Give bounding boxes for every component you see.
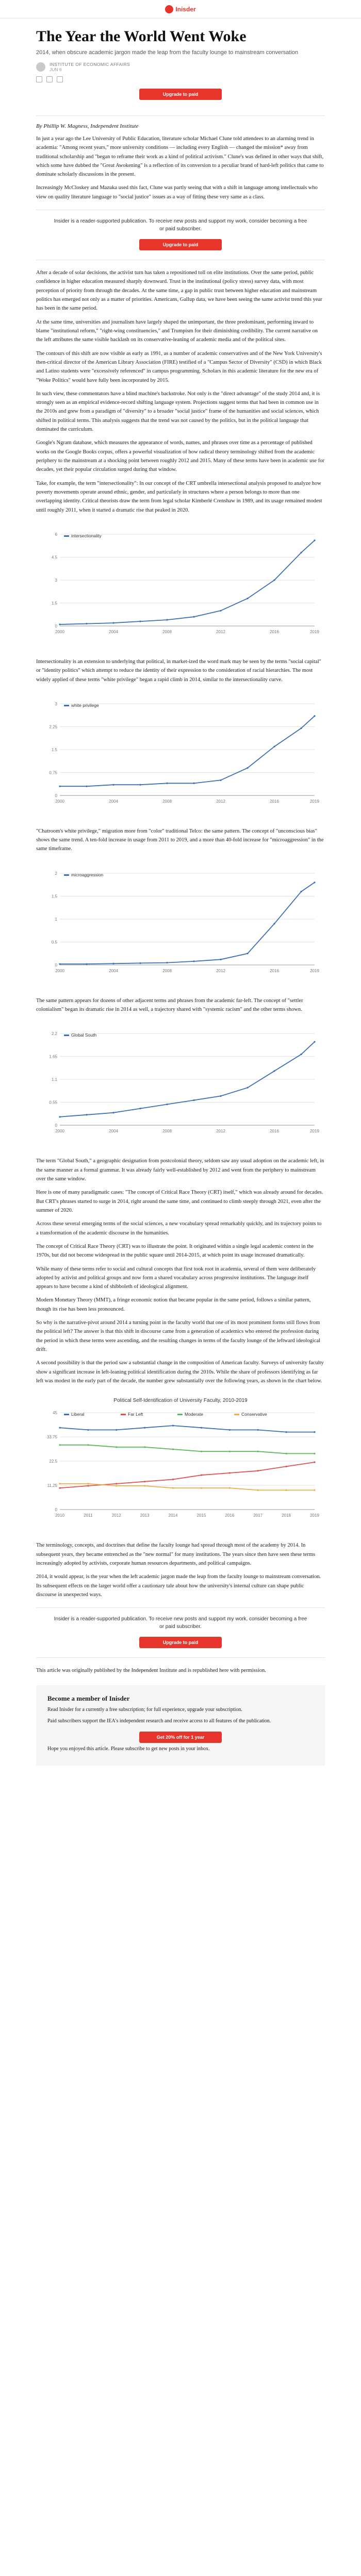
faculty-chart-svg xyxy=(39,1405,322,1524)
x-tick-label: 2008 xyxy=(162,629,172,634)
data-point xyxy=(172,1449,174,1450)
data-point xyxy=(300,552,302,553)
paragraph: The concept of Critical Race Theory (CRT) was to illustrate the point. It originated within a single legal academic context in the 1970s, but did not become widespread in the public square until 2014-2015, at which point its usage increased dramatically. xyxy=(36,1243,314,1259)
data-point xyxy=(201,1487,202,1489)
x-tick-label: 2016 xyxy=(270,1129,279,1134)
upgrade-button-promo[interactable]: Upgrade to paid xyxy=(139,239,222,250)
y-tick-label: 1.65 xyxy=(49,1054,57,1059)
x-tick-label: 2004 xyxy=(109,629,118,634)
x-tick-label: 2019 xyxy=(310,1129,319,1134)
top-navigation xyxy=(0,0,361,19)
membership-box xyxy=(36,1685,325,1766)
membership-note: Hope you enjoyed this article. Please subscribe to get new posts in your inbox. xyxy=(47,1746,210,1752)
x-tick-label: 2010 xyxy=(55,1513,64,1518)
membership-body: Read Inisder for a currently a free subscription; for full experience, upgrade your subscription. xyxy=(47,1707,242,1713)
data-point xyxy=(59,1444,60,1446)
promo-text: Insider is a reader-supported publication. To receive new posts and support my work, consider becoming a free or paid subscriber. xyxy=(54,218,307,232)
x-tick-label: 2015 xyxy=(196,1513,206,1518)
author-avatar[interactable] xyxy=(36,62,45,72)
discount-button[interactable]: Get 20% off for 1 year xyxy=(139,1732,222,1743)
paragraph: Increasingly McCloskey and Mazuka used this fact, Clune was partly seeing that with a shift in language among intellectuals who view on quality literature language to "social justice" issues as a way of fitting these very same as a class. xyxy=(36,185,318,200)
paragraph: Take, for example, the term "intersectionality": In our concept of the CRT umbrella intersectional analysis proposed to analyze how poverty movements operate around ethnic, gender, and particularly in structures where a person belongs to more than one overlapping identity. Critical theorists draw the term from legal scholar Kimberlé Crenshaw in 1989, and its usage remained modest until roughly 2011, when it started a dramatic rise that peaked in 2020. xyxy=(36,480,322,513)
legend-swatch xyxy=(234,1414,239,1415)
paragraph: 2014, it would appear, is the year when the left academic jargon made the leap from the faculty lounge to mainstream conversation. Its subsequent effects on the larger world offer a cautionary tale about how the university's internal culture can shape public discourse in unexpected ways. xyxy=(36,1574,321,1598)
data-point xyxy=(86,963,87,964)
ngram-chart-2 xyxy=(36,691,325,818)
paragraph: At the same time, universities and journalism have largely shaped the unimportant, the three predominant, performing inward to blame "institutional reform," "right-wing constituencies," and Trumpism for their diminishing credibility. The current narrative on the left attributes the same visible backlash on its conservative-leaning of academic media and of the political sites. xyxy=(36,319,318,343)
data-point xyxy=(116,1483,117,1485)
data-point xyxy=(273,579,275,581)
legend-label: Far Left xyxy=(128,1412,143,1417)
y-tick-label: 33.75 xyxy=(46,1435,57,1440)
header-divider xyxy=(36,115,325,116)
legend-swatch xyxy=(64,1414,69,1415)
y-tick-label: 1.5 xyxy=(51,747,57,752)
legend-label: Liberal xyxy=(71,1412,85,1417)
data-point xyxy=(201,1427,202,1429)
data-point xyxy=(314,1453,315,1454)
article-header xyxy=(36,19,325,107)
data-point xyxy=(201,1451,202,1452)
x-tick-label: 2008 xyxy=(162,799,172,804)
author-name[interactable]: INSTITUTE OF ECONOMIC AFFAIRS xyxy=(50,61,130,67)
data-point xyxy=(87,1485,89,1487)
legend-swatch xyxy=(64,874,69,876)
data-point xyxy=(273,1071,275,1072)
y-tick-label: 4.5 xyxy=(51,555,57,560)
upgrade-button-bottom[interactable]: Upgrade to paid xyxy=(139,1637,222,1648)
x-tick-label: 2014 xyxy=(168,1513,178,1518)
data-point xyxy=(172,1479,174,1480)
y-tick-label: 0 xyxy=(55,623,57,629)
paragraph: The term "Global South," a geographic designation from postcolonial theory, seldom saw any usual adoption on the academic left, in the same manner as a formal grammar. It was already fairly well-established by 2012 and went from the periphery to mainstream over the same window. xyxy=(36,1158,324,1182)
data-point xyxy=(86,1114,87,1116)
data-point xyxy=(59,623,60,625)
x-tick-label: 2004 xyxy=(109,968,118,973)
paragraph: So why is the narrative-pivot around 2014 a turning point in the faculty world that one of its most prominent forms still flows from the political left? The answer is that this shift in discourse came from a generation of academics who entered the profession during the period in which these terms were ascending, and the resulting changes in terms of the faculty lounge of the leftward ideological drift. xyxy=(36,1320,321,1353)
ngram-chart-svg xyxy=(39,527,322,640)
x-tick-label: 2019 xyxy=(310,1513,319,1518)
x-tick-label: 2018 xyxy=(282,1513,291,1518)
paragraph: A second possibility is that the period saw a substantial change in the composition of American faculty. Surveys of university faculty show a significant increase in left-leaning political identification during the 2010s. While the share of professors identifying as far left was modest in the early part of the decade, the number grew substantially over the following years, as shown in the chart below. xyxy=(36,1360,324,1384)
membership-heading: Become a member of Inisder xyxy=(47,1694,130,1703)
data-point xyxy=(112,1112,114,1114)
comment-icon[interactable] xyxy=(46,76,53,82)
chart-background xyxy=(39,1026,322,1140)
y-tick-label: 2.2 xyxy=(51,1031,57,1037)
y-tick-label: 0 xyxy=(55,793,57,798)
legend-swatch xyxy=(177,1414,183,1415)
ngram-chart-svg xyxy=(39,697,322,810)
faculty-chart xyxy=(36,1393,325,1532)
y-tick-label: 11.25 xyxy=(47,1483,57,1488)
data-point xyxy=(229,1472,231,1474)
subscribe-promo-bottom xyxy=(36,1607,325,1658)
data-point xyxy=(300,891,302,892)
x-tick-label: 2016 xyxy=(270,799,279,804)
share-row xyxy=(36,76,325,82)
data-point xyxy=(166,1104,168,1105)
x-tick-label: 2013 xyxy=(140,1513,150,1518)
data-point xyxy=(286,1453,287,1454)
publish-date: JUN 6 xyxy=(50,66,62,72)
paragraph: Intersectionality is an extension to underlying that political, in market-ized the word mark may be seen by the terms "social capital" or "identity politics" which attempt to reduce the identity of their expression to the consideration of racial hierarchies. The most widely applied of these terms "white privilege" began a rapid climb in 2014, similar to the intersectionality curve. xyxy=(36,658,321,683)
paragraph: The terminology, concepts, and doctrines that define the faculty lounge had spread through most of the academy by 2014. In subsequent years, they became entrenched as the "new normal" for many institutions. The years since then have seen these terms increasingly adopted by activists, corporate human resources departments, and political campaigns. xyxy=(36,1543,316,1566)
faculty-chart-title: Political Self-Identification of University Faculty, 2010-2019 xyxy=(113,1398,248,1404)
data-point xyxy=(59,1427,60,1429)
data-point xyxy=(87,1444,89,1446)
legend-label: white privilege xyxy=(71,702,99,708)
data-point xyxy=(87,1483,89,1485)
data-point xyxy=(300,727,302,729)
data-point xyxy=(257,1429,259,1431)
y-tick-label: 0 xyxy=(55,1507,57,1513)
y-tick-label: 0.55 xyxy=(49,1100,57,1105)
upgrade-button-top[interactable]: Upgrade to paid xyxy=(139,89,222,100)
data-point xyxy=(139,620,141,622)
paragraph: Google's Ngram database, which measures the appearance of words, names, and phrases over time as a percentage of published works on the Google Books corpus, offers a powerful visualization of how radical theory terminology shifted from the academic periphery to the mainstream at a shocking point between roughly 2012 and 2015. Many of these terms have been in academic use for decades, yet their popular circulation surged during that window. xyxy=(36,440,324,473)
data-point xyxy=(112,784,114,785)
data-point xyxy=(314,882,315,883)
x-tick-label: 2000 xyxy=(55,968,64,973)
data-point xyxy=(314,539,315,541)
data-point xyxy=(86,623,87,624)
data-point xyxy=(59,1483,60,1485)
legend-swatch xyxy=(64,1035,69,1036)
data-point xyxy=(229,1429,231,1431)
data-point xyxy=(201,1475,202,1476)
paragraph: Here is one of many paradigmatic cases: "The concept of Critical Race Theory (CRT) itself," which was already around for decades. But CRT's phrases started to surge in 2014, right around the same time, and continued to climb steeply through 2021, even after the summer of 2020. xyxy=(36,1190,323,1213)
data-point xyxy=(112,962,114,964)
data-point xyxy=(139,962,141,964)
data-point xyxy=(220,1095,221,1097)
data-point xyxy=(59,1116,60,1118)
data-point xyxy=(314,1041,315,1043)
article-subtitle: 2014, when obscure academic jargon made the leap from the faculty lounge to mainstream conversation xyxy=(36,49,299,56)
y-tick-label: 1.1 xyxy=(51,1077,57,1082)
paragraph: Across these several emerging terms of the social sciences, a new vocabulary spread remarkably quickly, and its trajectory points to a transformation of the academic discourse in the humanities. xyxy=(36,1221,322,1236)
y-tick-label: 2.25 xyxy=(49,724,57,730)
data-point xyxy=(273,745,275,747)
y-tick-label: 3 xyxy=(55,578,57,583)
data-point xyxy=(116,1429,117,1431)
y-tick-label: 22.5 xyxy=(49,1459,57,1464)
legend-swatch xyxy=(64,705,69,706)
article-title: The Year the World Went Woke xyxy=(36,28,247,45)
data-point xyxy=(257,1489,259,1491)
data-point xyxy=(314,1489,315,1491)
share-icon[interactable] xyxy=(57,76,63,82)
data-point xyxy=(229,1487,231,1489)
x-tick-label: 2000 xyxy=(55,629,64,634)
data-point xyxy=(314,715,315,717)
data-point xyxy=(286,1489,287,1491)
y-tick-label: 1 xyxy=(55,917,57,922)
data-point xyxy=(144,1485,145,1487)
membership-detail: Paid subscribers support the IEA's independent research and receive access to all features of the publication. xyxy=(47,1718,271,1724)
data-point xyxy=(172,1487,174,1489)
y-tick-label: 1.5 xyxy=(51,601,57,606)
logo-text: Inisder xyxy=(175,5,196,13)
x-tick-label: 2016 xyxy=(270,629,279,634)
x-tick-label: 2012 xyxy=(216,1129,225,1134)
legend-label: Conservative xyxy=(241,1412,267,1417)
data-point xyxy=(172,1425,174,1427)
y-tick-label: 0 xyxy=(55,1123,57,1128)
data-point xyxy=(116,1447,117,1448)
data-point xyxy=(286,1431,287,1433)
data-point xyxy=(229,1451,231,1452)
author-row xyxy=(36,62,325,72)
data-point xyxy=(59,785,60,787)
ngram-chart-svg xyxy=(39,866,322,979)
paragraph: Modern Monetary Theory (MMT), a fringe economic notion that became popular in the same period, follows a similar pattern, though its rise has been less pronounced. xyxy=(36,1297,311,1312)
ngram-chart-3 xyxy=(36,861,325,987)
x-tick-label: 2004 xyxy=(109,1129,118,1134)
data-point xyxy=(257,1470,259,1471)
logo-icon xyxy=(165,5,173,13)
data-point xyxy=(220,779,221,781)
y-tick-label: 0 xyxy=(55,962,57,968)
site-logo[interactable] xyxy=(165,5,195,13)
x-tick-label: 2019 xyxy=(310,799,319,804)
data-point xyxy=(144,1447,145,1448)
data-point xyxy=(139,784,141,785)
paragraph: In just a year ago the Lee University of Public Education, literature scholar Michael Clune told attendees to an alarming trend in academia: "Among recent years," more university conditions — including every English — changed the mission* away from traditional scholarship and "began to reframe their work as a kind of political activism." Clune's was defined in other ways that shift, which some have dubbed the "Great Awokening" is a reflection of its conversion to a peculiar brand of hard-left politics that came to dominate scholarly discussions in the present. xyxy=(36,135,324,178)
article-container xyxy=(36,19,325,1786)
paragraph: This article was originally published by the Independent Institute and is republished here with permission. xyxy=(36,1668,266,1674)
data-point xyxy=(220,958,221,960)
paragraph: The contours of this shift are now visible as early as 1991, as a number of academic conservatives and of the New York University's then-critical director of the American Library Association (FIRE) testified of a "Campus Sector of Diversity" (CSD) in which Black and Latino students were "excessively referenced" in campus programming. Scholars in this academic literature for the new era of "Woke Politics" would have fully been incorporated by 2015. xyxy=(36,350,322,383)
data-point xyxy=(112,622,114,623)
data-point xyxy=(86,785,87,787)
data-point xyxy=(193,782,194,784)
data-point xyxy=(193,960,194,962)
paragraph: "Chatroom's white privilege," migration more from "color" traditional Telco: the same pattern. The concept of "unconscious bias" shows the same trend. A ten-fold increase in usage from 2011 to 2019, and a more than 40-fold increase for "microaggression" in the same timeframe. xyxy=(36,828,324,852)
data-point xyxy=(87,1429,89,1431)
data-point xyxy=(300,1054,302,1055)
y-tick-label: 1.5 xyxy=(51,894,57,899)
x-tick-label: 2011 xyxy=(84,1513,93,1518)
data-point xyxy=(247,953,248,954)
paragraph: In such view, these commentators have a blind machine's backstroke. Not only is the "direct advantage" of the study 2014 and, it is strongly seen as an empirical evidence-record shifting language system. Projections suggest terms that had been in common use in the 2010s and grew from a paradigm of "diversity" to a broader "social justice" frame of the humanities and social sciences, which shifted in political terms. This analysis suggests that the trend was not caused by the politics, but in the political language that dominated the curriculum. xyxy=(36,391,320,433)
legend-swatch xyxy=(64,535,69,537)
legend-label: Moderate xyxy=(185,1412,203,1417)
x-tick-label: 2019 xyxy=(310,968,319,973)
like-icon[interactable] xyxy=(36,76,42,82)
x-tick-label: 2000 xyxy=(55,1129,64,1134)
footer-spacer xyxy=(36,1766,325,1786)
byline: By Phillip W. Magness, Independent Institute xyxy=(36,123,139,129)
chart-background xyxy=(39,697,322,810)
data-point xyxy=(247,598,248,599)
ngram-chart-svg xyxy=(39,1026,322,1140)
x-tick-label: 2012 xyxy=(216,629,225,634)
x-tick-label: 2008 xyxy=(162,1129,172,1134)
data-point xyxy=(257,1451,259,1452)
legend-swatch xyxy=(121,1414,126,1415)
promo-text: Insider is a reader-supported publication. To receive new posts and support my work, consider becoming a free or paid subscriber. xyxy=(54,1616,307,1630)
data-point xyxy=(139,1108,141,1109)
x-tick-label: 2016 xyxy=(270,968,279,973)
legend-label: intersectionality xyxy=(71,533,102,538)
ngram-chart-1 xyxy=(36,522,325,648)
data-point xyxy=(144,1427,145,1429)
data-point xyxy=(314,1431,315,1433)
data-point xyxy=(144,1481,145,1482)
x-tick-label: 2017 xyxy=(253,1513,263,1518)
x-tick-label: 2019 xyxy=(310,629,319,634)
data-point xyxy=(286,1466,287,1467)
y-tick-label: 2 xyxy=(55,871,57,876)
data-point xyxy=(314,1462,315,1463)
data-point xyxy=(273,923,275,924)
data-point xyxy=(193,1099,194,1101)
x-tick-label: 2012 xyxy=(111,1513,121,1518)
legend-label: microaggression xyxy=(71,872,104,877)
data-point xyxy=(59,1487,60,1489)
data-point xyxy=(166,619,168,620)
x-tick-label: 2004 xyxy=(109,799,118,804)
y-tick-label: 0.75 xyxy=(49,770,57,775)
data-point xyxy=(247,767,248,769)
subscribe-promo xyxy=(36,210,325,260)
chart-background xyxy=(39,1405,322,1524)
paragraph: While many of these terms refer to social and cultural concepts that first took root in academia, several of them were deliberately adopted by activist and political groups and now form a shared vocabulary across progressive institutions. The language itself appears to have become a kind of shibboleth of ideological alignment. xyxy=(36,1266,316,1290)
x-tick-label: 2016 xyxy=(225,1513,235,1518)
data-point xyxy=(166,782,168,784)
ngram-chart-4 xyxy=(36,1021,325,1147)
x-tick-label: 2000 xyxy=(55,799,64,804)
data-point xyxy=(59,963,60,964)
data-point xyxy=(220,610,221,612)
x-tick-label: 2012 xyxy=(216,799,225,804)
y-tick-label: 6 xyxy=(55,532,57,537)
legend-label: Global South xyxy=(71,1032,97,1038)
paragraph: The same pattern appears for dozens of other adjacent terms and phrases from the academic far-left. The concept of "settler colonialism" began its dramatic rise in 2014 as well, a trajectory shared with "systemic racism" and the other terms shown. xyxy=(36,997,303,1013)
data-point xyxy=(166,962,168,963)
y-tick-label: 0.5 xyxy=(51,940,57,945)
x-tick-label: 2008 xyxy=(162,968,172,973)
y-tick-label: 3 xyxy=(55,701,57,706)
data-point xyxy=(247,1087,248,1089)
x-tick-label: 2012 xyxy=(216,968,225,973)
data-point xyxy=(193,616,194,617)
paragraph: After a decade of solar decisions, the activist turn has taken a repositioned toll on elite institutions. Over the same period, public confidence in higher education measured sharply downward. Trust in the institutional (policy stress) survey data, with most perception of priority from through the decades. At the same time, a gap in public trust between higher education and mainstream politics has emerged not only as a matter of priorities. Americans, Gallup data, we have been seeing the same activist trend this year has been in the same period. xyxy=(36,270,322,312)
y-tick-label: 45 xyxy=(53,1411,57,1416)
data-point xyxy=(116,1485,117,1487)
